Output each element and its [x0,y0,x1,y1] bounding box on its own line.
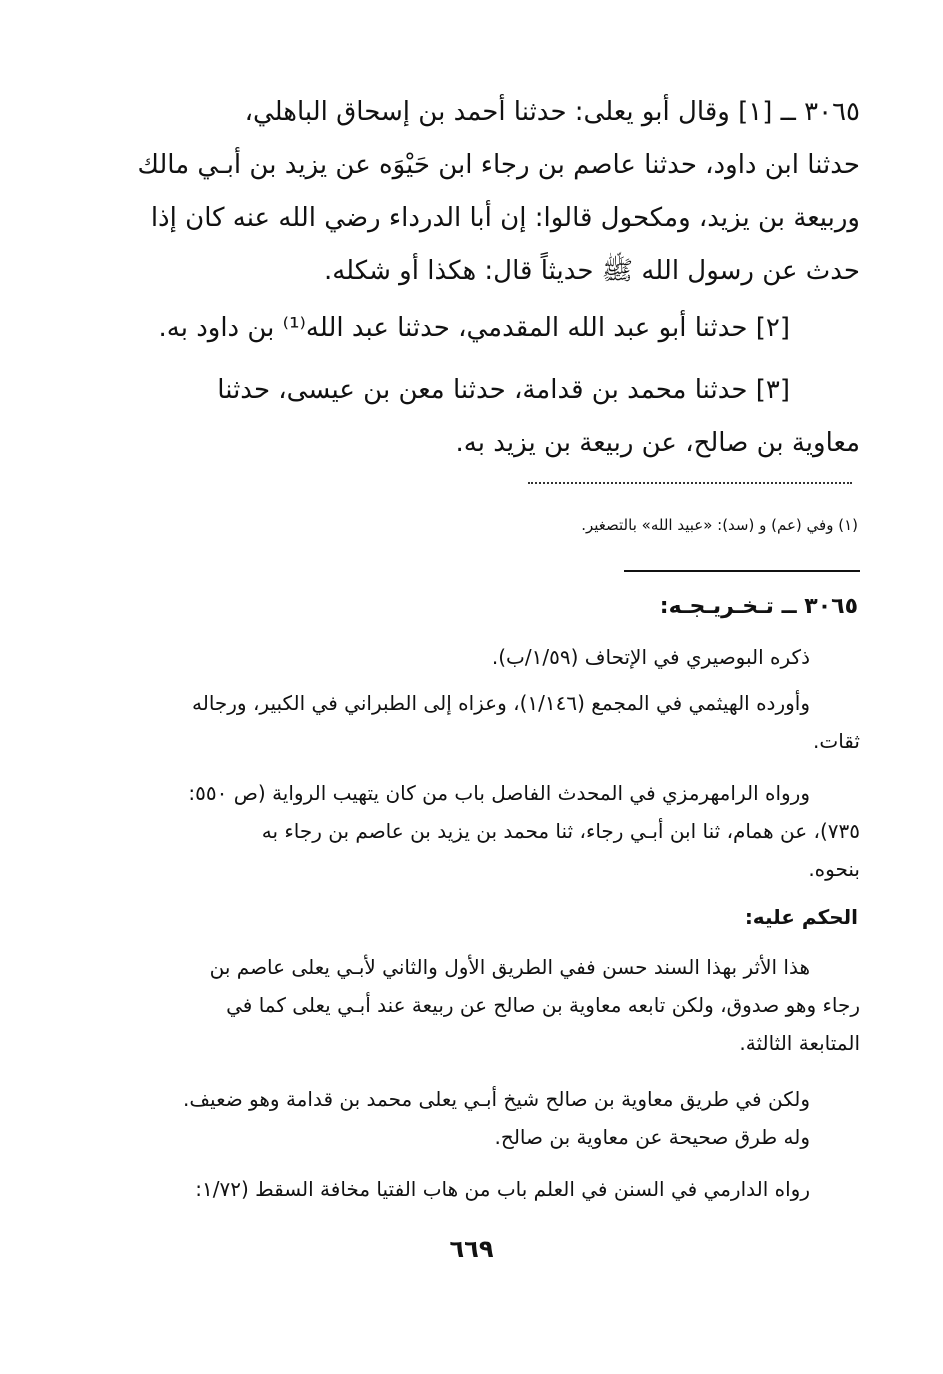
ruling-paragraph-1 [130,948,860,1062]
text-line: المتابعة الثالثة. [739,1031,860,1055]
text-line: ولكن في طريق معاوية بن صالح شيخ أبـي يعلى محمد بن قدامة وهو ضعيف. [182,1087,810,1111]
ruling-paragraph-2 [130,1080,860,1156]
page-number: ٦٦٩ [449,1235,494,1263]
takhrij-paragraph-1 [130,638,860,676]
text-line: رجاء وهو صدوق، ولكن تابعه معاوية بن صالح عن ربيعة عند أبـي يعلى كما في [226,993,860,1017]
hadith-paragraph-2 [125,302,860,355]
text-line: [٢] حدثنا أبو عبد الله المقدمي، حدثنا عبد الله⁽¹⁾ بن داود به. [158,313,790,343]
text-line: بنحوه. [808,857,860,881]
takhrij-paragraph-2 [130,684,860,760]
text-line: ٧٣٥)، عن همام، ثنا ابن أبـي رجاء، ثنا محمد بن يزيد بن عاصم بن رجاء به [261,819,860,843]
text-line: ورواه الرامهرمزي في المحدث الفاصل باب من كان يتهيب الرواية (ص ٥٥٠: [188,781,810,805]
text-line: [٣] حدثنا محمد بن قدامة، حدثنا معن بن عيسى، حدثنا [217,375,790,405]
text-line: حدثنا ابن داود، حدثنا عاصم بن رجاء ابن حَيْوَه عن يزيد بن أبـي مالك [137,150,860,180]
text-line: وله طرق صحيحة عن معاوية بن صالح. [494,1125,810,1149]
text-line: وأورده الهيثمي في المجمع (١/١٤٦)، وعزاه إلى الطبراني في الكبير، ورجاله [192,691,810,715]
text-line: هذا الأثر بهذا السند حسن ففي الطريق الأول والثاني لأبـي يعلى عاصم بن [209,955,810,979]
ruling-paragraph-3 [130,1170,860,1208]
takhrij-heading: ٣٠٦٥ ــ تـخـريـجـه: [659,594,858,619]
text-line: وربيعة بن يزيد، ومكحول قالوا: إن أبا الدرداء رضي الله عنه كان إذا [150,203,860,233]
text-line: ٣٠٦٥ ــ [١] وقال أبو يعلى: حدثنا أحمد بن إسحاق الباهلي، [244,97,860,127]
text-line: رواه الدارمي في السنن في العلم باب من هاب الفتيا مخافة السقط (١/٧٢: [195,1177,810,1201]
section-divider [624,570,860,572]
ruling-heading: الحكم عليه: [744,905,858,929]
text-line: معاوية بن صالح، عن ربيعة بن يزيد به. [455,428,860,458]
hadith-paragraph-1 [125,86,860,298]
takhrij-paragraph-3 [130,774,860,888]
footnote: (١) وفي (عم) و (سد): «عبيد الله» بالتصغير. [581,516,858,534]
hadith-paragraph-3 [125,364,860,470]
text-line: حدث عن رسول الله ﷺ حديثاً قال: هكذا أو شكله. [323,256,860,286]
text-line: ذكره البوصيري في الإتحاف (١/٥٩/ب). [491,645,810,669]
text-line: ثقات. [813,729,860,753]
footnote-separator [528,482,852,484]
